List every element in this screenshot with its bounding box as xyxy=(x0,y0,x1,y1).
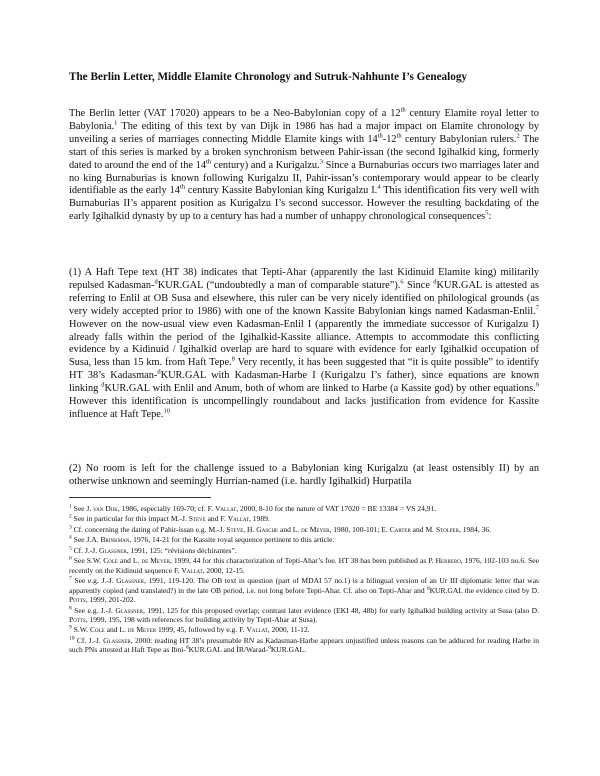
text-run: Cf. concerning the dating of Pahir-issan e.g. M.-J. xyxy=(71,524,227,534)
superscript: 9 xyxy=(535,381,539,389)
superscript: 4 xyxy=(377,184,381,191)
author-name: de Meyer xyxy=(127,625,157,635)
text-run: and L. xyxy=(104,625,128,635)
text-run: KUR.GAL with Enlil and Anum, both of whom are linked to Harbe (a Kassite god) by other equations. xyxy=(104,383,536,395)
footnote-text xyxy=(72,625,310,634)
superscript: d xyxy=(433,278,437,286)
text-run: : xyxy=(488,211,492,223)
superscript: 7 xyxy=(535,304,539,312)
superscript: 5 xyxy=(485,209,489,217)
author-name: de Meyer xyxy=(141,556,170,566)
body-paragraph-point-1 xyxy=(69,267,539,422)
text-run: KUR.GAL (“undoubtedly a man of comparable stature”). xyxy=(157,279,401,291)
author-name: Steve xyxy=(226,524,244,534)
author-name: Vallat xyxy=(181,565,203,575)
text-run: See S.W. xyxy=(71,556,104,566)
author-name: Potts xyxy=(69,595,86,605)
superscript: th xyxy=(400,106,406,114)
author-name: Herrero xyxy=(435,556,461,566)
footnote-7 xyxy=(69,576,539,604)
author-name: van Dijk xyxy=(93,504,118,513)
body-paragraph-intro xyxy=(69,108,539,224)
text-run: The Berlin letter (VAT 17020) appears to be a Neo-Babylonian copy of a 12 xyxy=(69,108,401,119)
text-run: , 1976, 14-21 for the Kassite royal sequence pertinent to this article. xyxy=(129,535,335,545)
superscript: th xyxy=(206,158,212,166)
text-run: , 1986, especially 169-70; cf. F. xyxy=(117,504,215,513)
text-run: However this identification is uncompellingly roundabout and lacks justification from evidence for Kassite influence at Haft Tepe. xyxy=(69,396,539,420)
text-run: , 1989. xyxy=(249,514,270,524)
text-run: The editing of this text by van Dijk in 1986 has had a major impact on Elamite chronology by unveiling a series of marriages connecting Middle Elamite kings with 14 xyxy=(69,120,539,145)
text-run: , 1984, 36. xyxy=(458,524,492,534)
text-run: However on the now-usual view even Kadasman-Enlil I (apparently the immediate successor of Kurigalzu I) already falls within the period of the Igihalkid-Kassite alliance. Attempts to accommodate this conflicting evidence by a Kidinuid / Igihalkid overlap are hard to square with evidence for early Igihalkid occupation of Susa, less than 15 km. from Haft Tepe. xyxy=(69,318,539,369)
text-run: KUR.GAL. xyxy=(270,645,307,655)
author-name: de Meyer xyxy=(301,524,330,534)
author-name: Steve xyxy=(188,514,206,524)
text-run: and M. xyxy=(410,524,436,534)
text-run: Since a Burnaburias occurs two marriages later and no king Burnaburias is known following Kurigalzu II, Pahir-issan’s contemporary would appear to be clearly identifiable as the early 14 xyxy=(69,159,539,197)
text-run: and L. xyxy=(278,524,302,534)
footnote-number: 7 xyxy=(69,575,72,582)
text-run: century Babylonian rulers. xyxy=(401,133,517,145)
text-run: , 2000: reading HT 38’s presumable RN as Kadasman-Harbe appears unjustified unless reasons can be adduced for reading Harbe in such PNs attested at Haft Tepe as Ibni- xyxy=(69,635,539,655)
footnote-9 xyxy=(69,625,539,634)
author-name: Glassner xyxy=(103,635,131,645)
footnote-text xyxy=(72,504,436,513)
footnote-text xyxy=(72,535,335,544)
text-run: , 1991, 125 for this proposed overlap; contrast later evidence (EKI 48, 48b) for early Igihalkid building activity at Susa (also D. xyxy=(143,605,539,615)
author-name: Vallat xyxy=(227,514,250,524)
footnote-text xyxy=(69,556,539,574)
superscript: th xyxy=(396,132,402,140)
footnote-text xyxy=(69,636,539,654)
text-run: See J. xyxy=(71,504,94,513)
footnote-4 xyxy=(69,535,539,544)
text-run: S.W. xyxy=(71,625,90,635)
author-name: Vallat xyxy=(246,625,268,635)
text-run: This identification fits very well with Burnaburias II’s apparent position as Kurigalzu I’s second successor. However the resulting backdating of the early Igihalkid dynasty by up to a century has had a number of unhappy chronological consequences xyxy=(69,185,540,223)
author-name: Glassner xyxy=(99,545,127,555)
footnotes xyxy=(69,504,539,656)
text-run: (1) A Haft Tepe text (HT 38) indicates that Tepti-Ahar (apparently the last Kidinuid Elamite king) militarily repulsed Kadasman- xyxy=(69,267,539,291)
footnote-2 xyxy=(69,514,539,523)
superscript: d xyxy=(157,368,161,376)
text-run: The start of this series is marked by a broken synchronism between Pahir-issan (the second Igihalkid king, formerly dated to around the end of the 14 xyxy=(69,133,539,171)
text-run: KUR.GAL is attested as referring to Enlil at OB Susa and elsewhere, this ruler can be very nicely identified on philological grounds (as very widely accepted prior to 1986) with one of the known Kassite Babylonian kings named Kadasman-Enlil. xyxy=(69,279,540,317)
text-run: , 2000, 12-15. xyxy=(202,565,245,575)
text-run: , 2000, 11-12. xyxy=(267,625,310,635)
text-run: 1999, 45, followed by e.g. F. xyxy=(156,625,247,635)
footnote-number: 8 xyxy=(69,605,72,612)
text-run: See e.g. J.-J. xyxy=(71,605,116,615)
body-paragraph-point-2 xyxy=(69,463,539,489)
text-run: KUR.GAL with Kadasman-Harbe I (Kurigalzu I’s father), since equations are known linking xyxy=(69,370,539,395)
footnote-number: 4 xyxy=(69,534,72,541)
footnote-text xyxy=(72,525,491,534)
superscript: 8 xyxy=(231,355,235,363)
text-run: century Elamite royal letter to Babylonia. xyxy=(69,108,539,132)
superscript: d xyxy=(185,644,189,651)
footnote-number: 5 xyxy=(69,545,72,552)
text-run: , 1980, 100-101; E. xyxy=(329,524,390,534)
text-run: century Kassite Babylonian king Kurigalzu I. xyxy=(185,185,378,197)
text-run: See in particular for this impact M.-J. xyxy=(71,514,189,524)
paper-title: The Berlin Letter, Middle Elamite Chronology and Sutruk-Nahhunte I’s Genealogy xyxy=(69,71,468,83)
footnote-number: 6 xyxy=(69,555,72,562)
footnote-number: 3 xyxy=(69,524,72,531)
text-run: Since xyxy=(403,279,434,291)
footnote-text xyxy=(69,576,539,604)
footnote-separator xyxy=(69,497,211,498)
footnote-10 xyxy=(69,636,539,655)
superscript: th xyxy=(179,184,185,191)
text-run: and L. xyxy=(117,556,142,566)
text-run: Cf. J.-J. xyxy=(74,635,104,645)
footnote-1 xyxy=(69,504,539,513)
text-run: Cf. J.-J. xyxy=(71,545,100,555)
text-run: , H. xyxy=(243,524,257,534)
author-name: Cole xyxy=(103,556,118,566)
author-name: Cole xyxy=(89,625,105,635)
text-run: , 1999, 195, 198 with references for building activity by Tepti-Ahar at Susa). xyxy=(85,614,318,624)
text-run: , 1991, 125: “révisions déchirantes”. xyxy=(126,545,237,555)
text-run: KUR.GAL the evidence cited by D. xyxy=(429,585,539,595)
footnote-number: 2 xyxy=(69,513,72,520)
author-name: Brinkman xyxy=(100,535,130,545)
author-name: Vallat xyxy=(214,504,237,513)
footnote-number: 10 xyxy=(69,635,75,642)
text-run: See e.g. J.-J. xyxy=(71,576,117,586)
superscript: d xyxy=(268,644,271,651)
text-run: , 1991, 119-120. The OB text in question (part of MDAI 57 no.1) is a bilingual version of an Ur III diplomatic letter that was apparently copied (and translated?) in the late OB period, i.e. not long before Tepti-Ahar. Cf. also on Tepti-Ahar and xyxy=(69,576,539,595)
footnote-text xyxy=(72,514,270,523)
footnote-number: 1 xyxy=(69,503,72,510)
author-name: Potts xyxy=(69,614,86,624)
author-name: Gasche xyxy=(256,524,279,534)
footnote-text xyxy=(69,606,539,624)
text-run: , 1999, 44 for this characterization of Tepti-Ahar’s foe. HT 38 has been published as P. xyxy=(169,556,436,566)
text-run: and F. xyxy=(205,514,228,524)
author-name: Stolper xyxy=(435,524,459,534)
text-run: KUR.GAL and ÌR/Warad- xyxy=(188,645,269,655)
superscript: th xyxy=(377,132,383,140)
text-run: Very recently, it has been suggested that “it is quite possible” to identify HT 38’s Kadasman- xyxy=(69,357,539,382)
text-run: , 2000, 8-10 for the nature of VAT 17020 = BE 13384 = VS 24,91. xyxy=(236,504,437,513)
superscript: d xyxy=(154,278,158,286)
superscript: 6 xyxy=(400,278,404,286)
text-run: century) and a Kurigalzu. xyxy=(211,159,320,171)
superscript: d xyxy=(101,381,105,389)
superscript: 2 xyxy=(516,132,520,140)
footnote-number: 9 xyxy=(69,624,72,631)
footnote-text xyxy=(72,546,237,555)
footnote-3 xyxy=(69,525,539,534)
superscript: 10 xyxy=(163,407,170,415)
superscript: d xyxy=(426,585,430,592)
superscript: 3 xyxy=(319,158,323,166)
text-run: See J.A. xyxy=(71,535,101,545)
author-name: Carter xyxy=(389,524,411,534)
footnote-8 xyxy=(69,606,539,625)
footnote-6 xyxy=(69,556,539,575)
text-run: (2) No room is left for the challenge issued to a Babylonian king Kurigalzu (at least ostensibly II) by an otherwise unknown and seemingly Hurrian-named (i.e. hardly Igihalkid) Hurpatila xyxy=(69,463,539,487)
text-run: , 1976, 102-103 no.6. See recently on the Kidinuid sequence F. xyxy=(69,556,539,575)
author-name: Glassner xyxy=(115,605,144,615)
superscript: 1 xyxy=(114,119,118,127)
author-name: Glassner xyxy=(116,576,144,586)
text-run: -12 xyxy=(382,133,397,145)
footnote-5 xyxy=(69,546,539,555)
text-run: , 1999, 201-202. xyxy=(85,595,136,605)
